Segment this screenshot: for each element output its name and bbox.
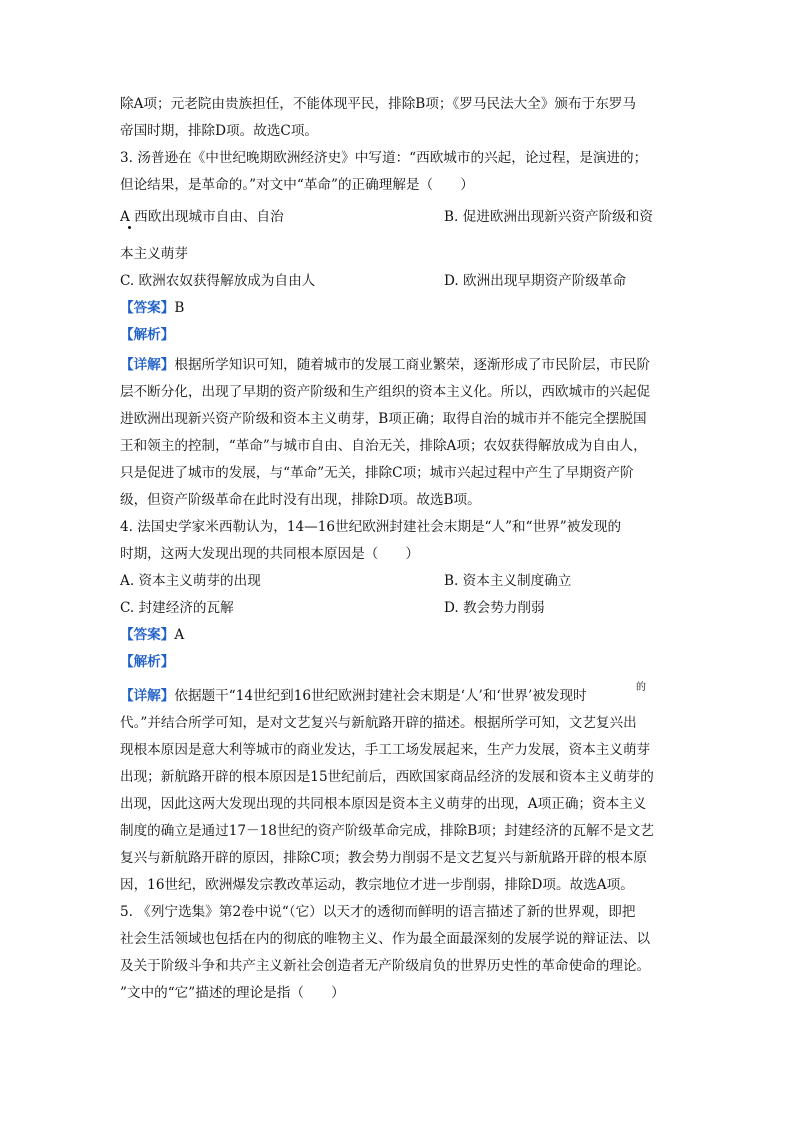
- detail-text: 制度的确立是通过17－18世纪的资产阶级革命完成，排除B项；封建经济的瓦解不是文艺: [120, 823, 654, 839]
- text-line: 帝国时期，排除D项。故选C项。: [120, 123, 319, 139]
- question-3-stem: 但论结果，是革命的。”对文中“革命”的正确理解是（ ）: [120, 177, 474, 193]
- question-3-stem: 3. 汤普逊在《中世纪晚期欧洲经济史》中写道：“西欧城市的兴起，论过程，是演进的；: [120, 150, 648, 166]
- detail-text: 王和领主的控制，“革命”与城市自由、自治无关，排除A项；农奴获得解放成为自由人，: [120, 438, 647, 454]
- q4-analysis: [120, 652, 174, 672]
- detail-text: 出现，因此这两大发现出现的共同根本原因是资本主义萌芽的出现，A项正确；资本主义: [120, 796, 647, 812]
- question-5-stem: 5. 《列宁选集》第2卷中说“（它）以天才的透彻而鲜明的语言描述了新的世界观，即把: [120, 904, 636, 920]
- text-line: 除A项；元老院由贵族担任，不能体现平民，排除B项；《罗马民法大全》颁布于东罗马: [120, 96, 636, 112]
- q3-option-b-continued: 本主义萌芽: [120, 246, 188, 262]
- detail-text: 进欧洲出现新兴资产阶级和资本主义萌芽，B项正确；取得自治的城市并不能完全摆脱国: [120, 411, 647, 427]
- q4-option-a: A. 资本主义萌芽的出现: [120, 573, 261, 589]
- detail-text: 现根本原因是意大利等城市的商业发达，手工工场发展起来，生产力发展，资本主义萌芽: [120, 742, 651, 758]
- detail-text: 层不断分化，出现了早期的资产阶级和生产组织的资本主义化。所以，西欧城市的兴起促: [120, 384, 651, 400]
- question-5-stem: 社会生活领域也包括在内的彻底的唯物主义、作为最全面最深刻的发展学说的辩证法、以: [120, 931, 651, 947]
- question-5-stem: ”文中的“它”描述的理论是指（ ）: [120, 985, 345, 1001]
- detail-text: 出现；新航路开辟的根本原因是15世纪前后，西欧国家商品经济的发展和资本主义萌芽的: [120, 769, 654, 785]
- analysis-tag: 【解析】: [120, 654, 175, 670]
- q3-option-c: C. 欧洲农奴获得解放成为自由人: [120, 273, 316, 289]
- emphasis-dot: [128, 226, 131, 229]
- q3-analysis: [120, 325, 174, 345]
- q3-detail: [120, 355, 650, 375]
- q4-option-b: B. 资本主义制度确立: [444, 573, 572, 589]
- question-4-stem: 时期，这两大发现出现的共同根本原因是（ ）: [120, 546, 420, 562]
- detail-text: 代。”并结合所学可知，是对文艺复兴与新航路开辟的描述。根据所学可知，文艺复兴出: [120, 715, 637, 731]
- detail-text: 复兴与新航路开辟的原因，排除C项；教会势力削弱不是文艺复兴与新航路开辟的根本原: [120, 850, 647, 866]
- q3-option-a: A 西欧出现城市自由、自治: [120, 209, 284, 225]
- detail-text: 根据所学知识可知，随着城市的发展工商业繁荣，逐渐形成了市民阶层，市民阶: [174, 357, 651, 373]
- q4-answer: [120, 625, 184, 645]
- detail-tag: 【详解】: [120, 688, 175, 704]
- answer-value: B: [174, 300, 185, 316]
- answer-value: A: [174, 627, 185, 643]
- answer-tag: 【答案】: [120, 300, 175, 316]
- q3-option-d: D. 欧洲出现早期资产阶级革命: [444, 273, 627, 289]
- q3-option-b: B. 促进欧洲出现新兴资产阶级和资: [444, 209, 653, 225]
- detail-text-end: 时: [573, 688, 587, 704]
- detail-text: 依据题干“14世纪到16世纪欧洲封建社会末期是‘人’和‘世界’被发现: [174, 688, 574, 704]
- superscript-char: 的: [636, 682, 646, 693]
- answer-tag: 【答案】: [120, 627, 175, 643]
- analysis-tag: 【解析】: [120, 327, 175, 343]
- q3-answer: [120, 298, 184, 318]
- detail-tag: 【详解】: [120, 357, 175, 373]
- q4-option-c: C. 封建经济的瓦解: [120, 600, 234, 616]
- question-4-stem: 4. 法国史学家米西勒认为，14—16世纪欧洲封建社会末期是“人”和“世界”被发现的: [120, 519, 622, 535]
- detail-text: 级，但资产阶级革命在此时没有出现，排除D项。故选B项。: [120, 492, 481, 508]
- q4-detail: [120, 686, 587, 706]
- q4-option-d: D. 教会势力削弱: [444, 600, 545, 616]
- detail-text: 只是促进了城市的发展，与“革命”无关，排除C项；城市兴起过程中产生了早期资产阶: [120, 465, 634, 481]
- detail-text: 因，16世纪，欧洲爆发宗教改革运动，教宗地位才进一步削弱，排除D项。故选A项。: [120, 877, 634, 893]
- question-5-stem: 及关于阶级斗争和共产主义新社会创造者无产阶级肩负的世界历史性的革命使命的理论。: [120, 958, 651, 974]
